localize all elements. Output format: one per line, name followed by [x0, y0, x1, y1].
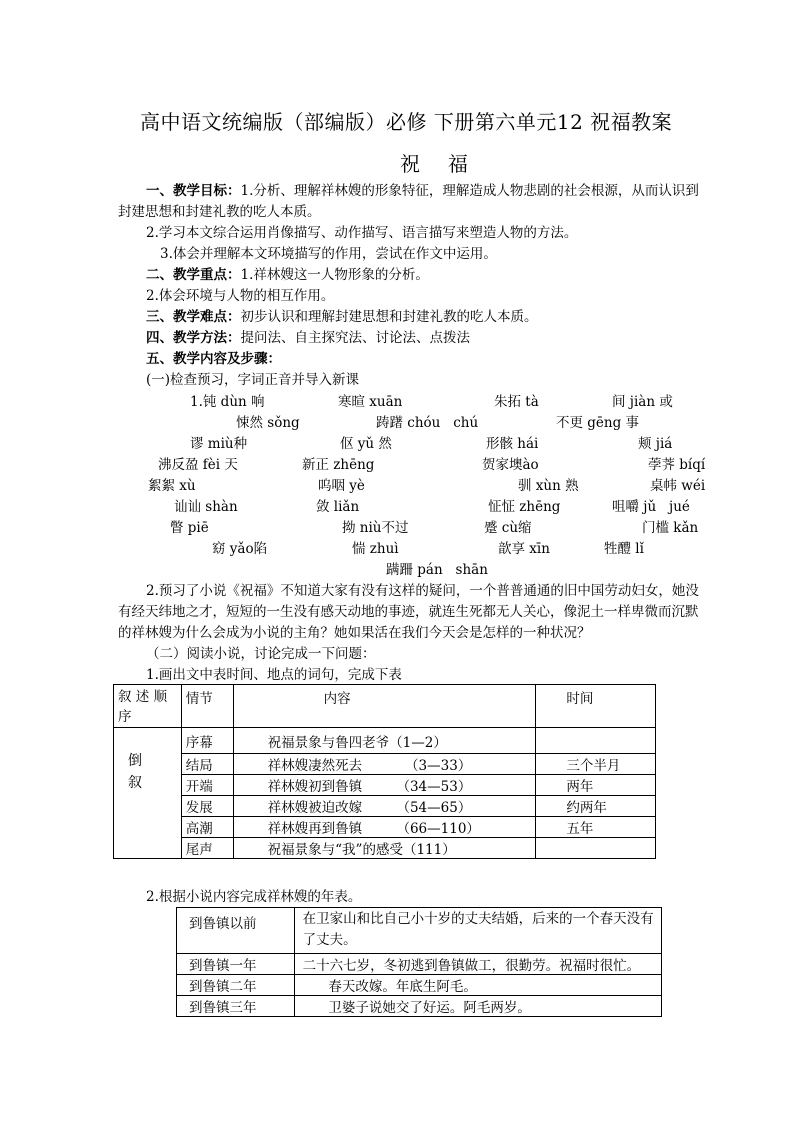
difficulty-text: 初步认识和理解封建思想和封建礼教的吃人本质。 — [240, 309, 538, 325]
preview-question-line-1: 2.预习了小说《祝福》不知道大家有没有这样的疑问，一个普普通通的旧中国劳动妇女，她没 — [146, 583, 699, 599]
content-cell: 祥林嫂初到鲁镇 （34—53） — [233, 775, 536, 796]
event-cell: 二十六七岁，冬初逃到鲁镇做工，很勤劳。祝福时很忙。 — [294, 954, 661, 975]
vocab-word: 窈 yǎo陷 — [212, 541, 268, 557]
vocab-word: 不更 gēng 事 — [556, 415, 640, 431]
time-cell: 两年 — [536, 775, 656, 796]
reading-heading: （二）阅读小说，讨论完成一下问题： — [146, 646, 376, 662]
preview-question-line-2: 有经天纬地之才，短短的一生没有感天动地的事迹，就连生死都无人关心，像泥土一样卑微而沉默 — [118, 604, 699, 620]
vocab-word: 门槛 kǎn — [642, 520, 699, 536]
period-cell: 到鲁镇二年 — [177, 975, 295, 996]
time-cell — [536, 838, 656, 859]
vocab-word: 伛 yǔ 然 — [340, 436, 392, 452]
goals-label: 一、教学目标： — [146, 183, 241, 199]
plot-cell: 尾声 — [181, 838, 233, 859]
plot-cell: 结局 — [181, 754, 233, 775]
event-cell: 卫婆子说她交了好运。阿毛两岁。 — [294, 996, 661, 1017]
goals-line-1 — [146, 181, 699, 201]
vocab-word: 讪讪 shàn — [174, 499, 238, 515]
steps-heading: 五、教学内容及步骤： — [146, 351, 281, 367]
table-row — [114, 817, 656, 838]
timeline-table — [176, 907, 662, 1017]
methods-line — [146, 328, 470, 348]
vocab-word: 寒暄 xuān — [338, 394, 403, 410]
vocab-word: 瞥 piē — [170, 520, 209, 536]
goals-line-1b: 封建思想和封建礼教的吃人本质。 — [118, 204, 321, 220]
vocab-word: 歆享 xīn — [498, 541, 550, 557]
table-row — [177, 975, 662, 996]
task2-heading: 2.根据小说内容完成祥林嫂的年表。 — [146, 889, 362, 905]
vocab-word: 新正 zhēng — [302, 457, 375, 473]
vocab-word: 敛 liǎn — [316, 499, 360, 515]
keypoints-label: 二、教学重点： — [146, 267, 241, 283]
plot-cell: 高潮 — [181, 817, 233, 838]
vocab-word: 1.钝 dùn 响 — [190, 394, 265, 410]
table-row — [114, 728, 656, 754]
methods-text: 提问法、自主探究法、讨论法、点拨法 — [240, 330, 470, 346]
plot-table — [113, 684, 656, 859]
period-cell: 到鲁镇以前 — [177, 908, 295, 954]
vocab-word: 沸反盈 fèi 天 — [158, 457, 238, 473]
time-cell: 五年 — [536, 817, 656, 838]
keypoints-line-1 — [146, 265, 429, 285]
vocab-word: 蹒跚 pán shān — [386, 562, 488, 578]
content-cell: 祥林嫂被迫改嫁 （54—65） — [233, 796, 536, 817]
vocab-word: 驯 xùn 熟 — [518, 478, 579, 494]
vocab-word: 荸荠 bíqí — [648, 457, 706, 473]
difficulty-label: 三、教学难点： — [146, 309, 241, 325]
table-row — [114, 796, 656, 817]
table-row — [177, 996, 662, 1017]
event-cell: 春天改嫁。年底生阿毛。 — [294, 975, 661, 996]
vocab-word: 拗 niù不过 — [342, 520, 409, 536]
time-cell — [536, 728, 656, 754]
vocab-word: 牲醴 lǐ — [604, 541, 644, 557]
keypoints-line-2: 2.体会环境与人物的相互作用。 — [146, 288, 335, 304]
preview-question-line-3: 的祥林嫂为什么会成为小说的主角？她如果活在我们今天会是怎样的一种状况？ — [118, 625, 591, 641]
table-row — [114, 754, 656, 775]
keypoints-text-1: 1.祥林嫂这一人物形象的分析。 — [240, 267, 429, 283]
period-cell: 到鲁镇三年 — [177, 996, 295, 1017]
table-row — [114, 775, 656, 796]
vocab-word: 形骸 hái — [486, 436, 539, 452]
order-label: 倒叙 — [128, 753, 142, 791]
plot-cell: 发展 — [181, 796, 233, 817]
order-cell — [114, 728, 182, 859]
difficulty-line — [146, 307, 538, 327]
vocab-word: 悚然 sǒng — [236, 415, 300, 431]
event-cell: 在卫家山和比自己小十岁的丈夫结婚，后来的一个春天没有了丈夫。 — [294, 908, 661, 954]
table-row — [114, 838, 656, 859]
preview-heading: (一)检查预习，字词正音并导入新课 — [146, 372, 360, 388]
lesson-title: 祝 福 — [400, 152, 469, 176]
time-cell: 三个半月 — [536, 754, 656, 775]
document-title: 高中语文统编版（部编版）必修 下册第六单元12 祝福教案 — [140, 110, 673, 134]
vocab-word: 惴 zhuì — [352, 541, 399, 557]
time-cell: 约两年 — [536, 796, 656, 817]
plot-cell: 开端 — [181, 775, 233, 796]
vocab-word: 怔怔 zhēng — [488, 499, 561, 515]
vocab-word: 颊 jiá — [638, 436, 673, 452]
vocab-word: 间 jiàn 或 — [612, 394, 673, 410]
goals-line-2: 2.学习本文综合运用肖像描写、动作描写、语言描写来塑造人物的方法。 — [146, 225, 578, 241]
vocab-word: 朱拓 tà — [494, 394, 539, 410]
plot-cell: 序幕 — [181, 728, 233, 754]
vocab-word: 絮絮 xù — [148, 478, 196, 494]
content-cell: 祝福景象与“我”的感受（111） — [233, 838, 536, 859]
vocab-word: 呜咽 yè — [318, 478, 365, 494]
content-cell: 祥林嫂凄然死去 （3—33） — [233, 754, 536, 775]
vocab-word: 桌帏 wéi — [650, 478, 706, 494]
table-row — [177, 908, 662, 954]
content-cell: 祝福景象与鲁四老爷（1—2） — [233, 728, 536, 754]
goals-text-1: 1.分析、理解祥林嫂的形象特征，理解造成人物悲剧的社会根源，从而认识到 — [240, 183, 699, 199]
header-content: 内容 — [233, 685, 536, 728]
vocab-word: 咀嚼 jǔ jué — [612, 499, 690, 515]
vocab-word: 谬 miù种 — [190, 436, 248, 452]
vocab-word: 蹙 cù缩 — [484, 520, 532, 536]
period-cell: 到鲁镇一年 — [177, 954, 295, 975]
methods-label: 四、教学方法： — [146, 330, 241, 346]
header-time: 时间 — [536, 685, 656, 728]
content-cell: 祥林嫂再到鲁镇 （66—110） — [233, 817, 536, 838]
vocab-word: 贺家墺ào — [482, 457, 539, 473]
vocab-word: 踌躇 chóu chú — [376, 415, 479, 431]
table-row — [177, 954, 662, 975]
goals-line-3: 3.体会并理解本文环境描写的作用，尝试在作文中运用。 — [160, 246, 497, 262]
header-order: 叙 述 顺 序 — [114, 685, 182, 728]
header-plot: 情节 — [181, 685, 233, 728]
task1-heading: 1.画出文中表时间、地点的词句，完成下表 — [146, 667, 402, 683]
plot-table-header — [114, 685, 656, 728]
